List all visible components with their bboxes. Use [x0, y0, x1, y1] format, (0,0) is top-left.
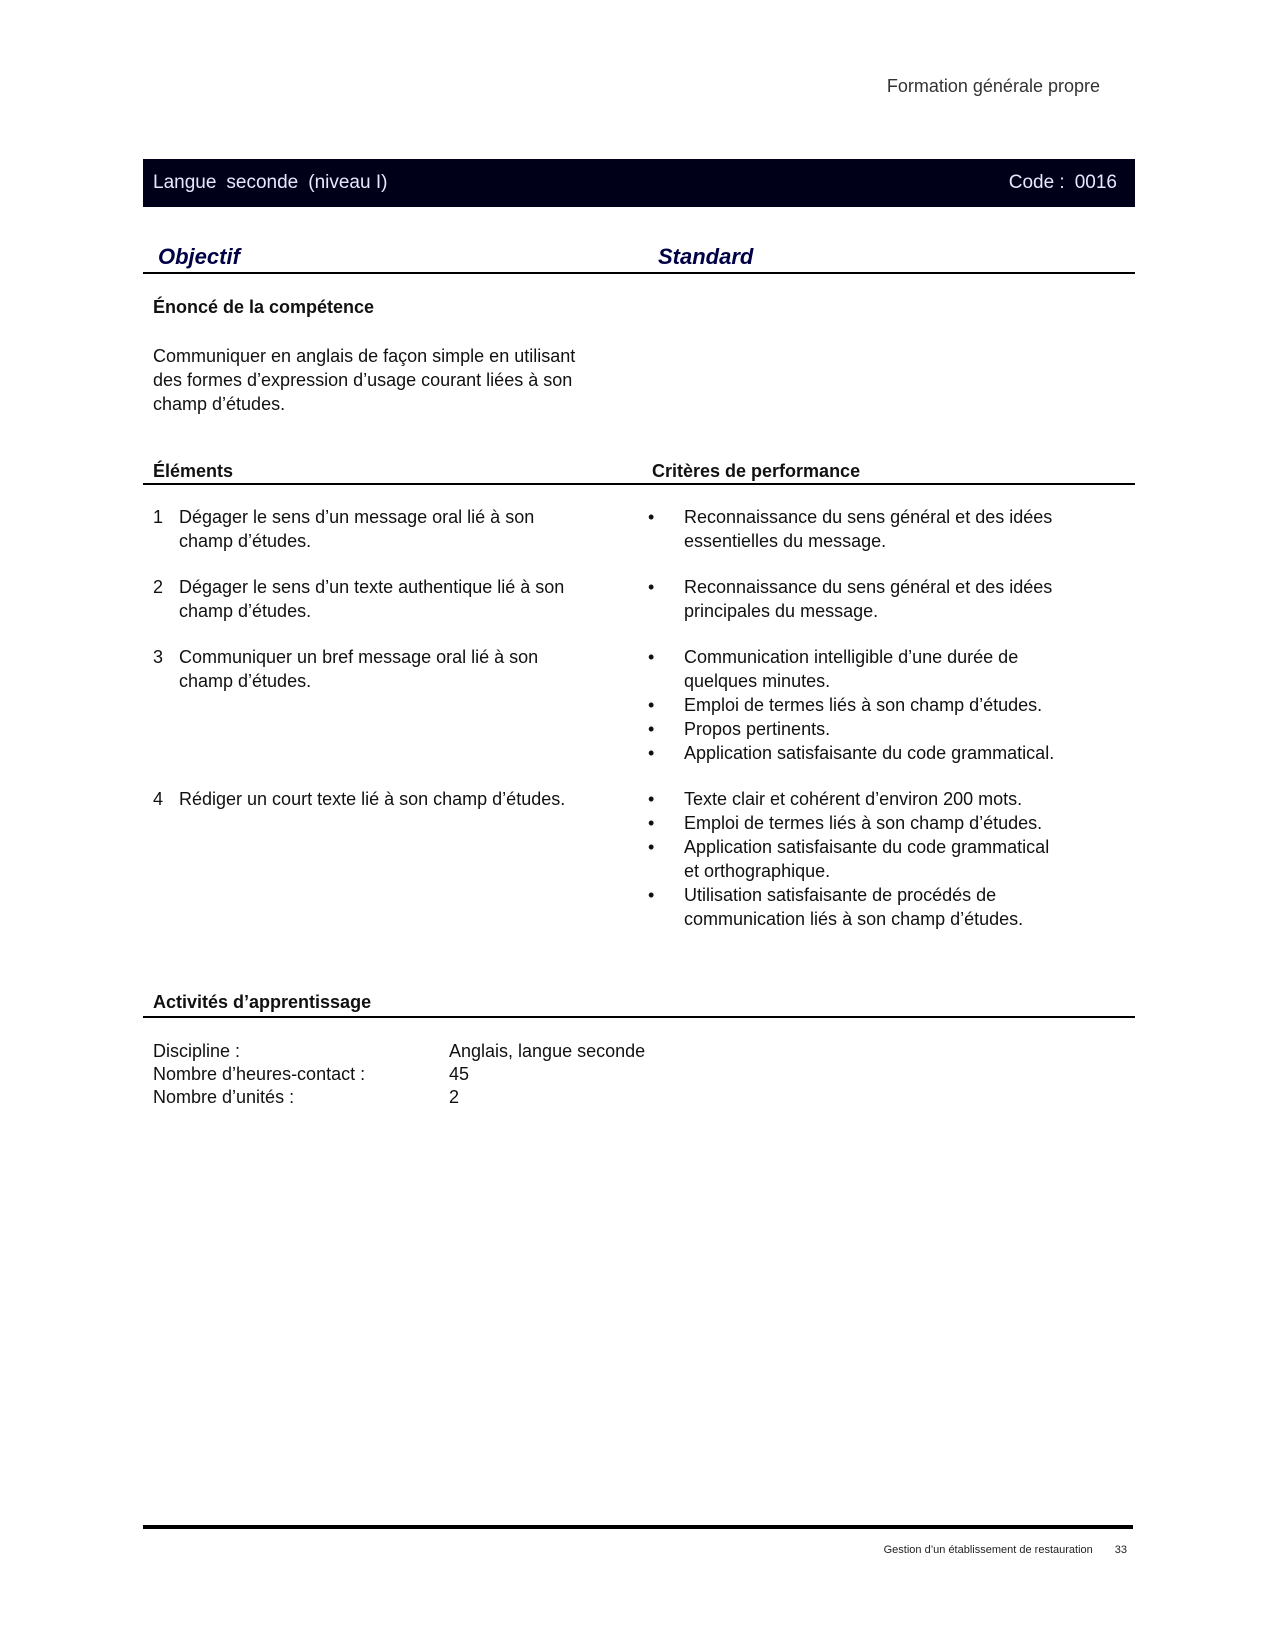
- competence-heading: Énoncé de la compétence: [153, 297, 375, 317]
- bullet-icon: •: [648, 813, 655, 833]
- criterion: [648, 883, 1113, 931]
- criterion-line: Application satisfaisante du code grammatical: [684, 837, 1050, 857]
- criteria-list: [648, 787, 1113, 931]
- divider: [143, 1016, 1135, 1018]
- element-text: [179, 575, 629, 623]
- element-line: champ d’études.: [179, 601, 312, 621]
- competence-line: des formes d’expression d’usage courant liées à son: [153, 370, 573, 390]
- criterion-line: communication liés à son champ d’études.: [684, 909, 1024, 929]
- bullet-icon: •: [648, 507, 655, 527]
- criterion: [648, 575, 1113, 623]
- bullet-icon: •: [648, 695, 655, 715]
- competence-line: champ d’études.: [153, 394, 286, 414]
- competence-line: Communiquer en anglais de façon simple en utilisant: [153, 346, 576, 366]
- criterion: [648, 717, 1113, 741]
- element-line: Communiquer un bref message oral lié à son: [179, 647, 539, 667]
- criterion-line: principales du message.: [684, 601, 879, 621]
- criterion-line: Reconnaissance du sens général et des idées: [684, 577, 1053, 597]
- element-line: champ d’études.: [179, 671, 312, 691]
- element-number: 4: [153, 789, 164, 809]
- running-header: Formation générale propre: [886, 76, 1100, 96]
- activity-value: 45: [449, 1064, 470, 1084]
- criterion: [648, 505, 1113, 553]
- course-code: [1009, 172, 1117, 194]
- page-footer: [884, 1544, 1127, 1556]
- bullet-icon: •: [648, 789, 655, 809]
- competence-statement: [153, 344, 673, 416]
- criterion-line: Utilisation satisfaisante de procédés de: [684, 885, 997, 905]
- activity-row: [153, 1086, 645, 1109]
- criterion-line: Emploi de termes liés à son champ d’études.: [684, 695, 1043, 715]
- bullet-icon: •: [648, 577, 655, 597]
- activity-label: Nombre d’heures-contact :: [153, 1064, 366, 1084]
- standard-heading: Standard: [658, 244, 754, 269]
- criterion: [648, 835, 1113, 883]
- criterion-line: Propos pertinents.: [684, 719, 831, 739]
- element-row: [153, 645, 1113, 765]
- course-code-value: 0016: [1074, 172, 1117, 193]
- criterion: [648, 741, 1113, 765]
- criteria-list: [648, 645, 1113, 765]
- objectif-heading: Objectif: [158, 244, 240, 269]
- course-title: [153, 172, 387, 194]
- element-line: Rédiger un court texte lié à son champ d’études.: [179, 789, 566, 809]
- criteria-list: [648, 505, 1113, 553]
- footer-title: Gestion d’un établissement de restauration: [883, 1544, 1093, 1556]
- activity-value: 2: [449, 1087, 460, 1107]
- element-number: 2: [153, 577, 164, 597]
- criteria-list: [648, 575, 1113, 623]
- bullet-icon: •: [648, 647, 655, 667]
- bullet-icon: •: [648, 743, 655, 763]
- element-line: champ d’études.: [179, 531, 312, 551]
- elements-list: [153, 505, 1113, 953]
- column-headings: [158, 244, 753, 270]
- course-title-level: (niveau I): [308, 172, 388, 193]
- criterion-line: essentielles du message.: [684, 531, 887, 551]
- criterion: [648, 787, 1113, 811]
- page-number: 33: [1114, 1544, 1127, 1556]
- course-title-bar: [143, 159, 1135, 207]
- element-text: [179, 645, 629, 765]
- elements-heading: Éléments: [153, 461, 234, 481]
- element-row: [153, 505, 1113, 553]
- criterion-line: Communication intelligible d’une durée de: [684, 647, 1019, 667]
- element-text: [179, 505, 629, 553]
- course-title-word-1: Langue: [153, 172, 217, 193]
- activity-row: [153, 1063, 645, 1086]
- criterion-line: et orthographique.: [684, 861, 831, 881]
- course-title-word-2: seconde: [226, 172, 299, 193]
- criteria-heading: Critères de performance: [652, 461, 861, 481]
- activities-table: [153, 1040, 645, 1109]
- element-line: Dégager le sens d’un texte authentique lié à son: [179, 577, 565, 597]
- activity-row: [153, 1040, 645, 1063]
- element-number: 1: [153, 507, 164, 527]
- criterion-line: Application satisfaisante du code grammatical.: [684, 743, 1055, 763]
- criterion: [648, 645, 1113, 693]
- criterion: [648, 693, 1113, 717]
- criterion-line: Texte clair et cohérent d’environ 200 mots.: [684, 789, 1023, 809]
- element-row: [153, 575, 1113, 623]
- criterion-line: Reconnaissance du sens général et des idées: [684, 507, 1053, 527]
- element-line: Dégager le sens d’un message oral lié à son: [179, 507, 535, 527]
- divider: [143, 272, 1135, 274]
- activities-heading: Activités d’apprentissage: [153, 992, 372, 1012]
- bullet-icon: •: [648, 837, 655, 857]
- bullet-icon: •: [648, 885, 655, 905]
- activity-label: Nombre d’unités :: [153, 1087, 295, 1107]
- element-text: [179, 787, 629, 931]
- element-number: 3: [153, 647, 164, 667]
- bullet-icon: •: [648, 719, 655, 739]
- criterion-line: quelques minutes.: [684, 671, 831, 691]
- criterion: [648, 811, 1113, 835]
- criterion-line: Emploi de termes liés à son champ d’études.: [684, 813, 1043, 833]
- divider: [143, 483, 1135, 485]
- footer-divider: [143, 1525, 1133, 1529]
- activity-label: Discipline :: [153, 1041, 241, 1061]
- activity-value: Anglais, langue seconde: [449, 1041, 646, 1061]
- element-row: [153, 787, 1113, 931]
- course-code-label: Code :: [1008, 172, 1065, 193]
